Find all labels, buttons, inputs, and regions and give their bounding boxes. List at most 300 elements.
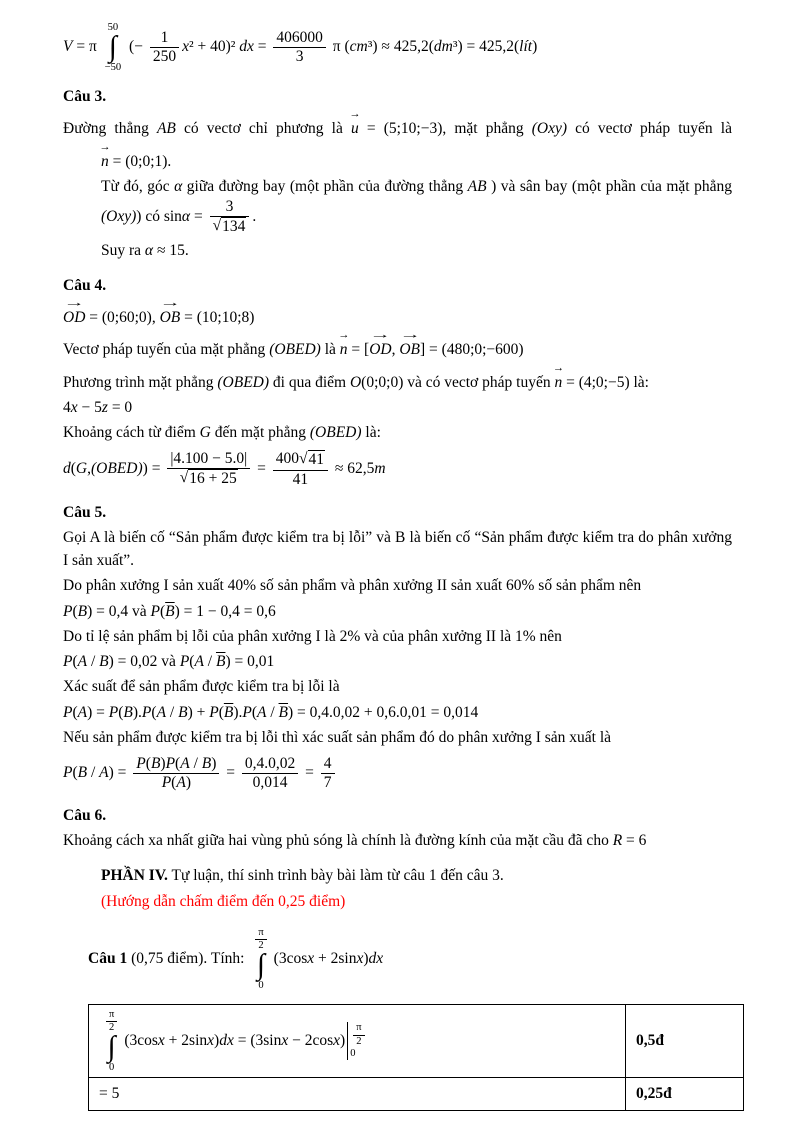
text-run: ) + [187,703,210,721]
text-run: = 5 [99,1085,120,1103]
math-integral [103,1009,120,1074]
text-run: ) = 0,01 [225,653,275,671]
math-italic: P [209,703,219,721]
math-italic: B [99,653,109,671]
text-run: 2 [258,939,264,951]
text-run: 41 [292,470,309,488]
math-italic: B [77,764,88,782]
math-sqrt [180,469,238,489]
fraction-numerator [210,198,250,217]
text-run: Nếu sản phẩm được kiểm tra bị lỗi thì xác suất sản phẩm đó do phân xưởng I sản xuất là [63,728,612,746]
math-italic: x [182,38,189,56]
math-italic: (OBED) [309,424,362,442]
part4-heading-line [101,864,732,887]
text-run: ² + 40)² [188,38,240,56]
text-run: 0,014 [252,774,288,792]
text-run: ) [363,949,369,967]
fraction-numerator [167,450,250,469]
fraction-denominator [133,774,219,792]
math-italic: x [307,949,315,967]
text-run: ) [214,1031,220,1049]
text-run: Do phân xưởng I sản xuất 40% số sản phẩm và phân xưởng II sản xuất 60% số sản phẩm nên [63,577,642,595]
text-run: Từ đó, góc [101,177,175,195]
text-run: Xác suất để sản phẩm được kiểm tra bị lỗi là [63,678,340,696]
math-italic: (Oxy) [531,120,567,138]
cau5-paragraph-2 [63,574,732,597]
text-run: = [ [347,341,370,359]
text-run: 0 [258,980,264,992]
text-run: 250 [152,48,177,66]
math-italic: d [63,460,71,478]
text-run: / [166,703,179,721]
fraction-numerator [255,927,266,940]
math-italic: α [174,177,183,195]
text-run: ) = [108,764,131,782]
text-run: = [301,764,318,782]
text-run: có vectơ chỉ phương là [175,120,351,138]
math-italic: (OBED) [269,341,321,359]
vector-arrow-icon: → [159,297,181,310]
math-italic: G [199,424,211,442]
text-run: ≈ 62,5 [331,460,375,478]
text-run: ) và sân bay (một phần của mặt phẳng [486,177,732,195]
integral-sign: ∫ [256,949,266,982]
grading-table [88,1004,744,1111]
text-run: Tự luận, thí sinh trình bày bài làm từ câu 1 đến câu 3. [167,867,504,885]
text-run: / [189,755,202,773]
fraction-numerator [242,755,298,774]
math-fraction [273,450,328,488]
text-run: = (5;10;−3), mặt phẳng [358,120,532,138]
text-run: π [109,1008,115,1020]
math-italic: m [374,460,386,478]
math-vector [552,361,564,394]
fraction-numerator [273,29,326,48]
math-vector [349,108,361,140]
text-run: ) = 1 − 0,4 = 0,6 [174,602,276,620]
text-run: ( [72,764,78,782]
integral-lower-limit [109,1062,114,1074]
text-run: (0;0;0) và có vectơ pháp tuyến [361,373,555,391]
text-run: ) = [87,703,109,721]
math-vector [99,140,111,173]
text-run: = (3sin [233,1031,282,1049]
math-fraction [133,755,219,792]
math-overline: $\overline{B}$ [215,653,226,671]
text-run: / [203,653,216,671]
math-italic: P [63,602,73,620]
text-run: 1 [160,29,169,47]
text-run: ( [171,774,177,792]
text-run: đến mặt phẳng [210,424,310,442]
math-italic: x [356,949,364,967]
text-run: + 2sin [314,949,357,967]
text-run: − 2cos [288,1031,334,1049]
text-run: = [190,207,207,225]
math-italic: P [179,653,190,671]
fraction-denominator [167,469,250,489]
vector-arrow-icon: → [399,329,421,342]
cau5-total-probability-line [63,701,732,724]
vector-arrow-icon: → [369,329,391,342]
math-italic: dm [433,38,453,56]
vector-arrow-icon: → [338,329,350,342]
text-run: − 5 [77,398,102,416]
cau4-distance-intro [63,421,732,444]
math-italic: P [63,764,73,782]
math-fraction [273,29,326,66]
text-run: 134 [222,217,246,235]
cau5-prob-ab-line [63,650,732,673]
text-run: ( [251,703,258,721]
text-run: = π [72,38,101,56]
text-run: Phương trình mặt phẳng [63,373,218,391]
cau6-paragraph [63,829,732,852]
math-italic: A [77,653,88,671]
text-run: ( [145,755,151,773]
text-run: π [258,926,264,938]
vector-name: n [101,152,109,170]
text-run: ³) = 425,2( [452,38,520,56]
text-run: Khoảng cách xa nhất giữa hai vùng phủ sóng là chính là đường kính của mặt cầu đã cho [63,832,613,850]
text-run: = (0;0;1). [108,152,172,170]
fraction-numerator [133,755,219,774]
cau6-heading: Câu 6. [63,806,107,824]
text-run: = [222,764,239,782]
text-run: = [253,38,271,56]
math-italic: (OBED) [91,460,143,478]
text-run: giữa đường bay (một phần của đường thẳng [182,177,468,195]
text-run: 50 [107,22,119,33]
math-fraction [321,755,335,792]
math-italic: x [70,398,78,416]
text-run: ) [340,1031,346,1049]
fraction-numerator [321,755,335,774]
text-run: 41 [308,451,325,469]
math-italic: A [77,703,88,721]
vector-name: n [554,373,563,391]
text-run: −50 [104,61,122,73]
math-fraction [210,198,250,236]
math-italic: R [612,832,623,850]
math-overline: $\overline{B}$ [223,703,234,721]
cau3-heading: Câu 3. [63,88,107,106]
text-run: có vectơ pháp tuyến là [567,120,732,138]
table-cell-points-2: 0,25đ [626,1078,744,1110]
text-run: ) [185,774,191,792]
text-run: là [320,341,340,359]
text-run: = 0 [107,398,133,416]
text-run: ) có sin [136,207,182,225]
math-italic: A [99,764,109,782]
math-integral [105,22,121,73]
text-run: + 2sin [164,1031,208,1049]
math-italic: z [101,398,108,416]
eval-upper-limit [350,1022,367,1047]
math-italic: cm [349,38,368,56]
math-vector [63,297,86,329]
fraction-numerator [106,1009,117,1022]
math-sqrt [213,217,247,237]
text-run: ). [132,703,142,721]
math-italic: x [207,1031,215,1049]
text-run: (3cos [273,949,308,967]
radicand [188,469,238,489]
fraction-numerator [273,450,328,471]
math-italic: P [108,703,119,721]
table-row-2 [89,1078,744,1110]
text-run: ) = 0,02 và [108,653,180,671]
math-italic: P [63,703,73,721]
text-run: Vectơ pháp tuyến của mặt phẳng [63,341,270,359]
text-run: ( [72,602,78,620]
math-italic: O [349,373,362,391]
text-run: = (10;10;8) [180,309,255,327]
text-run: (3cos [124,1031,158,1049]
fraction-denominator [273,48,326,66]
math-italic: AB [156,120,176,138]
text-run: = [253,460,270,478]
text-run: đi qua điểm [269,373,350,391]
math-italic: dx [239,38,254,56]
math-italic: P [141,703,152,721]
text-run: = (4;0;−5) là: [562,373,649,391]
integral-sign: ∫ [108,30,117,63]
text-run: |4.100 − 5.0| [170,450,248,468]
table-cell-solution-1 [89,1004,626,1078]
evaluation-limits [348,1022,367,1059]
table-cell-points-1: 0,5đ [626,1004,744,1078]
math-italic: P [165,755,176,773]
vector-name: u [350,120,359,138]
math-italic: P [63,653,73,671]
math-italic: B [150,755,161,773]
text-run: ) = 0,4.0,02 + 0,6.0,01 = 0,014 [288,703,479,721]
math-italic: x [333,1031,341,1049]
grading-note [101,890,732,913]
vector-arrow-icon: → [99,140,111,153]
text-run: Khoảng cách từ điểm [63,424,200,442]
text-run: là: [361,424,381,442]
text-run: ( [151,703,157,721]
text-run: 0,4.0,02 [244,755,296,773]
text-run: ( [118,703,124,721]
text-run: ). [233,703,243,721]
math-italic: P [136,755,146,773]
math-italic: α [181,207,191,225]
text-run: ³) ≈ 425,2( [367,38,434,56]
math-italic: α [144,241,154,259]
math-vector [159,297,181,329]
radicand [308,450,326,470]
text-run: Đường thẳng [63,120,157,138]
vector-name: OD [369,341,392,359]
cau5-bayes-formula [63,755,732,792]
math-italic: dx [368,949,384,967]
cau4-distance-formula [63,450,732,488]
text-run: 0 [350,1048,356,1060]
text-run: (− [125,38,147,56]
cau4-normal-vector-line [63,329,732,361]
cau5-heading: Câu 5. [63,503,107,521]
text-run: = (0;60;0), [85,309,160,327]
text-run: / [87,764,100,782]
math-sqrt [299,450,325,470]
cau5-paragraph-4 [63,675,732,698]
integral-lower-limit [105,62,121,74]
math-fraction [242,755,298,792]
text-run: ( [175,755,181,773]
text-run: 2 [356,1035,362,1047]
text-run: . [252,207,257,225]
text-run: 0 [109,1061,115,1073]
cau4-plane-equation-intro [63,361,732,394]
math-eval-bar [347,1022,367,1059]
cau3-normal-vector-line [99,140,732,173]
radical-sign: √ [299,450,308,468]
fraction-denominator [150,48,179,66]
cau3-paragraph-2 [101,175,732,237]
text-run: 3 [295,48,304,66]
vector-name: OD [63,309,86,327]
integral-sign: ∫ [107,1030,116,1063]
text-run: (Hướng dẫn chấm điểm đến 0,25 điểm) [101,892,346,910]
table-cell-solution-2 [89,1078,626,1110]
radicand [221,217,246,237]
fraction-denominator [273,471,328,489]
table-row-1 [89,1004,744,1078]
math-italic: A [194,653,204,671]
math-fraction [167,450,250,488]
math-italic: P [242,703,252,721]
text-run: π ( [328,38,350,56]
math-italic: B [201,755,212,773]
math-fraction [353,1022,364,1047]
radical-sign: √ [179,469,189,487]
vector-arrow-icon: → [552,361,564,374]
text-run: 2 [109,1021,115,1033]
math-italic: (Oxy) [101,207,137,225]
bold-run: PHẦN IV. [101,867,168,885]
text-run: ( [72,653,78,671]
text-run: 3 [225,198,234,216]
text-run: 7 [323,774,332,792]
math-italic: (OBED) [217,373,270,391]
text-run: ] = (480;0;−600) [420,341,524,359]
text-run: ( [72,703,78,721]
text-run: 400 [275,450,300,468]
vector-arrow-icon: → [349,108,361,121]
math-italic: A [180,755,190,773]
math-italic: AB [467,177,487,195]
math-italic: dx [219,1031,234,1049]
text-run: / [87,653,100,671]
math-overline: $\overline{B}$ [165,602,175,620]
math-italic: P [150,602,160,620]
text-run: ) [211,755,217,773]
cau5-paragraph-1 [63,526,732,573]
text-run: ( [218,703,224,721]
text-run: 4 [63,398,71,416]
text-run: ) = [142,460,165,478]
cau4-vectors-line [63,297,732,329]
cau5-paragraph-5 [63,726,732,749]
math-italic: V [63,38,73,56]
cau3-paragraph-1 [63,108,732,140]
math-italic: A [176,774,186,792]
text-run: 406000 [276,29,323,47]
volume-formula [63,22,732,73]
vector-name: OB [159,309,181,327]
text-run: π [356,1022,362,1034]
math-vector [338,329,350,361]
fraction-numerator [353,1022,364,1035]
math-italic: A [257,703,267,721]
text-run: Gọi A là biến cố “Sản phẩm được kiểm tra bị lỗi” và B là biến cố “Sản phẩm được kiểm tra do phân xưởng I sản xuất”. [63,528,732,570]
fraction-denominator [321,774,335,792]
text-run: ( [189,653,195,671]
cau5-paragraph-3 [63,625,732,648]
text-run: (0,75 điểm). Tính: [127,949,249,967]
text-run: 4 [323,755,332,773]
math-italic: G [75,460,88,478]
bold-run: Câu 1 [88,949,128,967]
text-run: , [87,460,91,478]
text-run: ) [160,755,166,773]
vector-name: n [339,341,348,359]
math-italic: P [161,774,172,792]
cau4-heading: Câu 4. [63,276,107,294]
fraction-numerator [150,29,179,48]
math-vector [399,329,421,361]
math-italic: x [281,1031,289,1049]
integral-lower-limit [258,980,263,992]
text-run: ( [160,602,166,620]
fraction-denominator [353,1036,364,1048]
text-run: ( [70,460,76,478]
text-run: ≈ 15. [153,241,189,259]
text-run: = 6 [622,832,647,850]
math-fraction [150,29,179,66]
math-italic: x [157,1031,165,1049]
cau3-conclusion [101,239,732,262]
math-overline: $\overline{B}$ [278,703,289,721]
text-run: , [391,341,400,359]
radical-sign: √ [212,216,222,234]
cau5-prob-b-line [63,600,732,623]
eval-lower-limit [350,1048,367,1060]
math-vector [369,329,392,361]
math-italic: A [156,703,167,721]
text-run: ) = 0,4 và [87,602,151,620]
fraction-denominator [242,774,298,792]
math-italic: lít [519,38,533,56]
text-run: Suy ra [101,241,145,259]
text-run: ) [532,38,538,56]
math-italic: B [178,703,188,721]
fraction-denominator [210,217,250,237]
math-integral [252,927,269,992]
math-italic: B [77,602,88,620]
cau1-problem-line [88,927,732,992]
vector-arrow-icon: → [63,297,85,310]
text-run: 16 + 25 [189,470,237,488]
cau4-plane-equation [63,396,732,419]
text-run: Do tỉ lệ sản phẩm bị lỗi của phân xưởng I là 2% và của phân xưởng II là 1% nên [63,627,562,645]
vector-name: OB [399,341,420,359]
text-run: / [266,703,279,721]
math-italic: B [123,703,133,721]
